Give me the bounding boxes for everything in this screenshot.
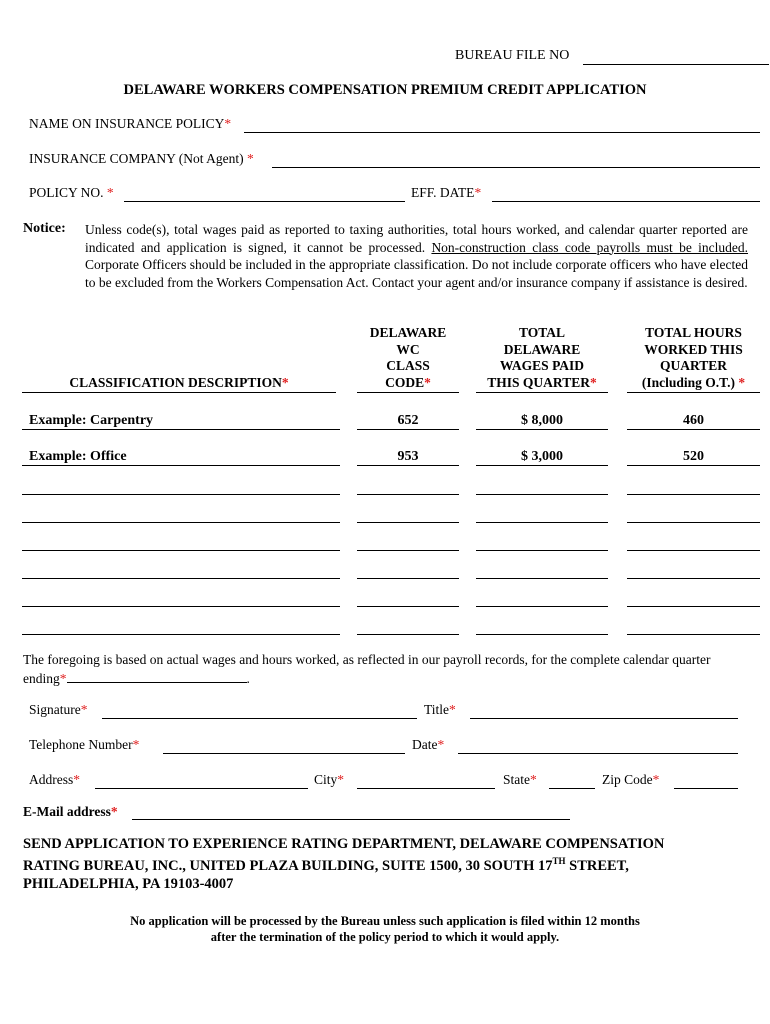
blank-hours-input[interactable] <box>627 606 760 607</box>
blank-description-input[interactable] <box>22 550 340 551</box>
blank-code-input[interactable] <box>357 606 459 607</box>
blank-wages-input[interactable] <box>476 522 608 523</box>
date-label: Date* <box>412 737 445 752</box>
row-description: Example: Office <box>29 449 127 464</box>
zip-code-input[interactable] <box>674 788 738 789</box>
quarter-ending-input[interactable] <box>67 669 247 683</box>
state-label: State* <box>503 772 537 787</box>
zip-code-label: Zip Code* <box>602 772 660 787</box>
blank-hours-input[interactable] <box>627 578 760 579</box>
title-label: Title* <box>424 702 456 717</box>
row-wages: $ 8,000 <box>521 413 563 428</box>
row-wages-rule <box>476 429 608 430</box>
form-title: DELAWARE WORKERS COMPENSATION PREMIUM CREDIT APPLICATION <box>123 82 647 98</box>
blank-wages-input[interactable] <box>476 578 608 579</box>
blank-wages-input[interactable] <box>476 634 608 635</box>
blank-wages-input[interactable] <box>476 550 608 551</box>
title-input[interactable] <box>470 718 738 719</box>
bureau-file-input[interactable] <box>583 64 769 65</box>
telephone-label: Telephone Number* <box>29 737 140 752</box>
row-hours-rule <box>627 429 760 430</box>
eff-date-label: EFF. DATE* <box>411 185 482 200</box>
notice-text: Unless code(s), total wages paid as reported to taxing authorities, total hours worked, and calendar quarter reported are indicated and application is signed, it cannot be processed. Non-construction class code payrolls must be included. Corporate Officers should be included in the appropriate classification. Do not include corporate officers who have elected to be excluded from the Workers Compensation Act. Contact your agent and/or insurance company if assistance is desired. <box>85 222 749 290</box>
bureau-file-label: BUREAU FILE NO <box>455 48 570 63</box>
attestation-text: The foregoing is based on actual wages and hours worked, as reflected in our payroll records, for the complete calendar quarter ending* . <box>23 652 711 686</box>
date-input[interactable] <box>458 753 738 754</box>
blank-hours-input[interactable] <box>627 494 760 495</box>
blank-hours-input[interactable] <box>627 550 760 551</box>
city-label: City* <box>314 772 345 787</box>
hours-header-rule <box>627 392 760 393</box>
row-hours: 520 <box>683 449 704 464</box>
row-wages: $ 3,000 <box>521 449 563 464</box>
class-code-header-rule <box>357 392 459 393</box>
name-on-policy-label: NAME ON INSURANCE POLICY* <box>29 116 232 131</box>
row-code: 652 <box>397 413 419 428</box>
filing-deadline-notice: No application will be processed by the Bureau unless such application is filed within 12 months after the termination of the policy period to which it would apply. <box>130 914 640 944</box>
policy-number-label: POLICY NO. * <box>29 185 114 200</box>
blank-description-input[interactable] <box>22 634 340 635</box>
name-on-policy-input[interactable] <box>244 132 760 133</box>
row-description-rule <box>22 429 340 430</box>
hours-header: TOTAL HOURS WORKED THIS QUARTER (Including O.T.) * <box>641 325 746 390</box>
telephone-input[interactable] <box>163 753 405 754</box>
classification-header-rule <box>22 392 336 393</box>
row-hours-rule <box>627 465 760 466</box>
mailing-instructions: SEND APPLICATION TO EXPERIENCE RATING DEPARTMENT, DELAWARE COMPENSATION RATING BUREAU, INC., UNITED PLAZA BUILDING, SUITE 1500, 30 SOUTH 17TH STREET, PHILADELPHIA, PA 19103-4007 <box>23 836 665 892</box>
eff-date-input[interactable] <box>492 201 760 202</box>
blank-code-input[interactable] <box>357 522 459 523</box>
address-label: Address* <box>29 772 80 787</box>
blank-description-input[interactable] <box>22 494 340 495</box>
row-code: 953 <box>397 449 419 464</box>
insurance-company-input[interactable] <box>272 167 760 168</box>
blank-description-input[interactable] <box>22 522 340 523</box>
notice-label: Notice: <box>23 221 66 236</box>
row-description: Example: Carpentry <box>29 413 154 428</box>
blank-code-input[interactable] <box>357 494 459 495</box>
blank-hours-input[interactable] <box>627 522 760 523</box>
blank-code-input[interactable] <box>357 578 459 579</box>
address-input[interactable] <box>95 788 308 789</box>
blank-hours-input[interactable] <box>627 634 760 635</box>
row-hours: 460 <box>683 413 704 428</box>
row-description-rule <box>22 465 340 466</box>
policy-number-input[interactable] <box>124 201 405 202</box>
blank-code-input[interactable] <box>357 634 459 635</box>
state-input[interactable] <box>549 788 595 789</box>
insurance-company-label: INSURANCE COMPANY (Not Agent) * <box>29 151 254 166</box>
signature-label: Signature* <box>29 702 88 717</box>
wages-header: TOTAL DELAWARE WAGES PAID THIS QUARTER* <box>487 325 597 390</box>
row-code-rule <box>357 429 459 430</box>
city-input[interactable] <box>357 788 495 789</box>
notice-underlined-text: Non-construction class code payrolls must be included. <box>431 239 749 255</box>
blank-description-input[interactable] <box>22 578 340 579</box>
email-label: E-Mail address* <box>23 804 118 819</box>
blank-code-input[interactable] <box>357 550 459 551</box>
blank-wages-input[interactable] <box>476 606 608 607</box>
row-wages-rule <box>476 465 608 466</box>
classification-header: CLASSIFICATION DESCRIPTION* <box>69 375 289 390</box>
wages-header-rule <box>476 392 608 393</box>
signature-input[interactable] <box>102 718 417 719</box>
class-code-header: DELAWARE WC CLASS CODE* <box>369 325 447 390</box>
blank-description-input[interactable] <box>22 606 340 607</box>
row-code-rule <box>357 465 459 466</box>
blank-wages-input[interactable] <box>476 494 608 495</box>
email-input[interactable] <box>132 819 570 820</box>
